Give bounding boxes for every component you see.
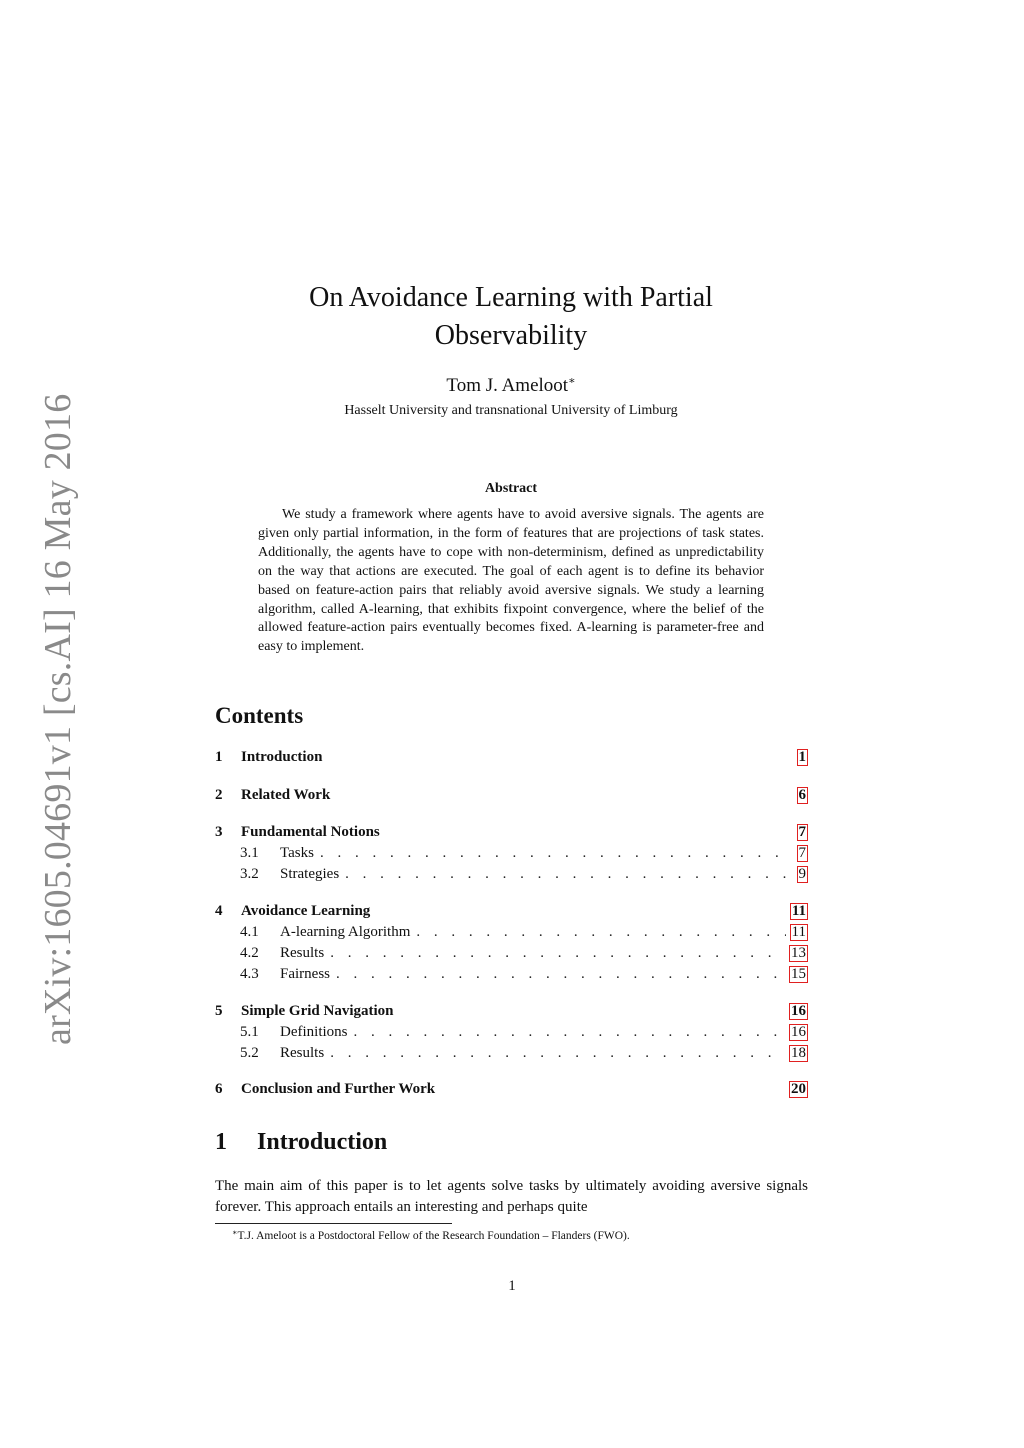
toc-page-link[interactable]: 1 (798, 749, 806, 765)
toc-entry-results-5-2[interactable] (215, 1045, 808, 1065)
toc-title[interactable]: Fairness (280, 966, 330, 982)
footnote-marker: ∗ (232, 1228, 238, 1237)
footnote (232, 1228, 630, 1242)
toc-entry-results-4-2[interactable] (215, 945, 808, 965)
toc-number: 4.1 (240, 924, 259, 940)
footnote-divider (215, 1223, 452, 1224)
toc-leader-dots (354, 1024, 786, 1041)
toc-leader-dots (330, 1045, 785, 1062)
toc-page-link[interactable]: 13 (791, 945, 806, 961)
toc-title[interactable]: Conclusion and Further Work (241, 1081, 436, 1097)
contents-heading: Contents (215, 703, 304, 728)
author (215, 374, 807, 397)
toc-title[interactable]: Results (280, 1045, 325, 1061)
toc-number: 5 (215, 1003, 223, 1019)
page-number: 1 (508, 1278, 516, 1294)
intro-paragraph: The main aim of this paper is to let agents solve tasks by ultimately avoiding aversive signals forever. This approach entails an interesting and perhaps quite (215, 1178, 808, 1215)
toc-entry-conclusion[interactable] (215, 1081, 808, 1101)
abstract-text: We study a framework where agents have to avoid aversive signals. The agents are given only partial information, in the form of features that are projections of task states. Additionally, the agents have to cope with non-determinism, defined as unpredictability on the way that actions are executed. The goal of each agent is to define its behavior based on feature-action pairs that reliably avoid aversive signals. We study a learning algorithm, called A-learning, that exhibits fixpoint convergence, where the belief of the allowed feature-action pairs eventually becomes fixed. A-learning is parameter-free and easy to implement. (258, 507, 764, 655)
toc-entry-strategies[interactable] (215, 866, 808, 886)
toc-page-link[interactable]: 18 (791, 1045, 806, 1061)
footnote-text: T.J. Ameloot is a Postdoctoral Fellow of the Research Foundation – Flanders (FWO). (237, 1230, 630, 1242)
toc-entry-related-work[interactable] (215, 787, 808, 807)
section-number: 1 (215, 1129, 227, 1155)
author-name: Tom J. Ameloot (446, 375, 569, 396)
toc-page-link[interactable]: 20 (791, 1081, 806, 1097)
toc-entry-a-learning-algorithm[interactable] (215, 924, 808, 944)
toc-number: 3 (215, 824, 223, 840)
toc-number: 3.1 (240, 845, 259, 861)
toc-entry-avoidance-learning[interactable] (215, 903, 808, 923)
toc-number: 3.2 (240, 866, 259, 882)
toc-entry-simple-grid-navigation[interactable] (215, 1003, 808, 1023)
toc-number: 4 (215, 903, 223, 919)
paper-title (215, 279, 807, 355)
toc-leader-dots (336, 966, 785, 983)
toc-entry-definitions[interactable] (215, 1024, 808, 1044)
toc-number: 5.1 (240, 1024, 259, 1040)
abstract-heading: Abstract (484, 481, 538, 496)
author-footnote-marker[interactable]: ∗ (568, 375, 576, 387)
toc-number: 5.2 (240, 1045, 259, 1061)
toc-leader-dots (320, 845, 793, 862)
toc-page-link[interactable]: 11 (791, 903, 806, 919)
toc-title[interactable]: Strategies (280, 866, 340, 882)
toc-number: 2 (215, 787, 223, 803)
toc-title[interactable]: Introduction (241, 749, 323, 765)
toc-page-link[interactable]: 6 (798, 787, 806, 803)
toc-leader-dots (345, 866, 792, 883)
toc-entry-tasks[interactable] (215, 845, 808, 865)
section-heading-introduction (215, 1129, 387, 1156)
toc-page-link[interactable]: 11 (791, 924, 806, 940)
toc-number: 1 (215, 749, 223, 765)
toc-leader-dots (416, 924, 785, 941)
toc-entry-introduction[interactable] (215, 749, 808, 769)
toc-page-link[interactable]: 7 (798, 845, 806, 861)
toc-title[interactable]: Tasks (280, 845, 314, 861)
toc-number: 4.2 (240, 945, 259, 961)
toc-entry-fairness[interactable] (215, 966, 808, 986)
toc-number: 4.3 (240, 966, 259, 982)
arxiv-identifier[interactable]: arXiv:1605.04691v1 [cs.AI] 16 May 2016 (37, 393, 79, 1045)
toc-title[interactable]: Fundamental Notions (241, 824, 380, 840)
toc-title[interactable]: Definitions (280, 1024, 348, 1040)
title-line-2: Observability (434, 320, 588, 351)
section-title: Introduction (257, 1129, 388, 1155)
toc-title[interactable]: Related Work (241, 787, 331, 803)
toc-title[interactable]: Avoidance Learning (241, 903, 371, 919)
title-line-1: On Avoidance Learning with Partial (309, 282, 713, 313)
toc-leader-dots (330, 945, 785, 962)
toc-title[interactable]: A-learning Algorithm (280, 924, 411, 940)
toc-title[interactable]: Results (280, 945, 325, 961)
toc-number: 6 (215, 1081, 223, 1097)
toc-page-link[interactable]: 16 (791, 1024, 806, 1040)
toc-page-link[interactable]: 16 (791, 1003, 806, 1019)
author-affiliation: Hasselt University and transnational University of Limburg (344, 403, 678, 418)
toc-page-link[interactable]: 15 (791, 966, 806, 982)
toc-entry-fundamental-notions[interactable] (215, 824, 808, 844)
toc-title[interactable]: Simple Grid Navigation (241, 1003, 394, 1019)
toc-page-link[interactable]: 7 (798, 824, 806, 840)
toc-page-link[interactable]: 9 (798, 866, 806, 882)
